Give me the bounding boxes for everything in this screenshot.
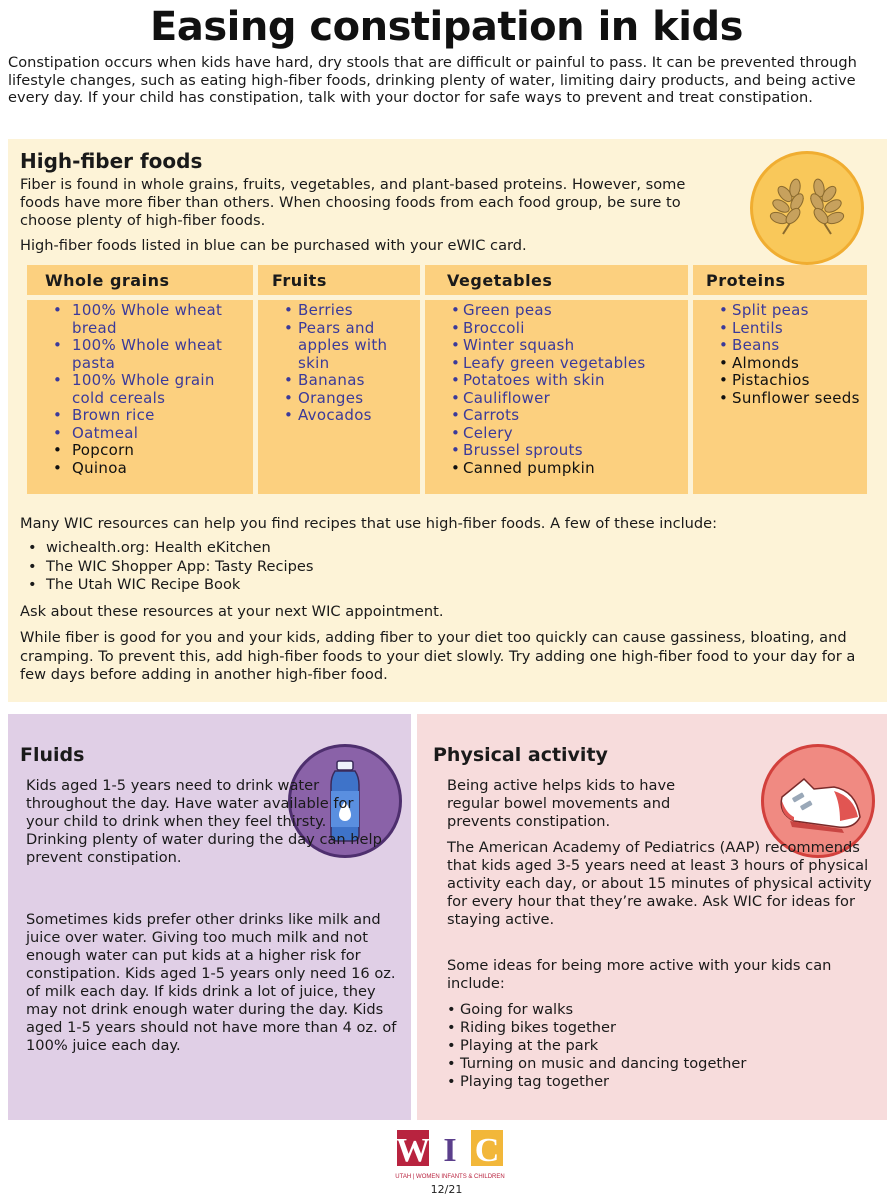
high-fiber-heading: High-fiber foods: [20, 149, 203, 173]
food-group-header: Proteins: [693, 265, 867, 295]
svg-text:I: I: [443, 1132, 457, 1169]
list-item: • Lentils: [693, 320, 863, 338]
list-item: • Green peas: [425, 302, 684, 320]
list-item: • Brussel sprouts: [425, 442, 684, 460]
food-group-vegetables: [425, 265, 688, 494]
resource-item: • wichealth.org: Health eKitchen: [20, 539, 313, 558]
list-item: • Beans: [693, 337, 863, 355]
list-item: • Oranges: [258, 390, 416, 408]
fluids-heading: Fluids: [20, 744, 85, 766]
list-item: • Split peas: [693, 302, 863, 320]
fluids-paragraph-2: Sometimes kids prefer other drinks like milk and juice over water. Giving too much milk and not enough water can put kids at a higher risk for constipation. Kids aged 1-5 years only need 16 oz. of milk each day. If kids drink a lot of juice, they may not drink enough water during the day. Kids aged 1-5 years should not have more than 4 oz. of 100% juice each day.: [26, 911, 397, 1054]
resources-ask-note: Ask about these resources at your next WIC appointment.: [20, 603, 444, 620]
utah-wic-logo: [393, 1128, 508, 1184]
activity-paragraph-1: Being active helps kids to have regular bowel movements and prevents constipation.: [447, 777, 676, 830]
list-item: • Brown rice: [27, 407, 249, 425]
list-item: • Broccoli: [425, 320, 684, 338]
list-item: • Almonds: [693, 355, 863, 373]
page-number: 12/21: [430, 1183, 463, 1196]
list-item: • Bananas: [258, 372, 416, 390]
activity-paragraph-3: Some ideas for being more active with your kids can include:: [447, 957, 832, 992]
list-item: • Sunflower seeds: [693, 390, 863, 408]
list-item: • Playing tag together: [447, 1073, 746, 1091]
list-item: • Going for walks: [447, 1001, 746, 1019]
list-item: • Cauliflower: [425, 390, 684, 408]
svg-text:W: W: [396, 1132, 430, 1169]
food-group-header: Vegetables: [425, 265, 688, 295]
resource-item: • The Utah WIC Recipe Book: [20, 576, 313, 595]
activity-paragraph-2: The American Academy of Pediatrics (AAP) recommends that kids aged 3-5 years need at least 3 hours of physical activity each day, or about 15 minutes of physical activity for every hour that they’re awake. Ask WIC for ideas for staying active.: [447, 839, 872, 928]
food-list: [27, 302, 249, 477]
list-item: • Canned pumpkin: [425, 460, 684, 478]
food-group-header: Whole grains: [27, 265, 253, 295]
list-item: • 100% Whole wheat pasta: [27, 337, 249, 372]
fiber-paragraph-1: Fiber is found in whole grains, fruits, vegetables, and plant-based proteins. However, some foods have more fiber than others. When choosing foods from each food group, be sure to choose plenty of high-fiber foods.: [20, 176, 686, 229]
list-item: • Quinoa: [27, 460, 249, 478]
physical-activity-heading: Physical activity: [433, 744, 608, 766]
list-item: • Carrots: [425, 407, 684, 425]
fiber-warning: While fiber is good for you and your kids, adding fiber to your diet too quickly can cause gassiness, bloating, and cramping. To prevent this, add high-fiber foods to your diet slowly. Try adding one high-fiber food to your day for a few days before adding in another high-fiber food.: [20, 629, 856, 683]
resource-item: • The WIC Shopper App: Tasty Recipes: [20, 558, 313, 577]
food-list: [258, 302, 416, 425]
svg-text:UTAH | WOMEN INFANTS & CHILDRE: UTAH | WOMEN INFANTS & CHILDREN: [395, 1174, 505, 1180]
wheat-icon: [750, 151, 864, 265]
resources-intro: Many WIC resources can help you find recipes that use high-fiber foods. A few of these include:: [20, 515, 718, 532]
intro-paragraph: Constipation occurs when kids have hard, dry stools that are difficult or painful to pass. It can be prevented through lifestyle changes, such as eating high-fiber foods, drinking plenty of water, limiting dairy products, and being active every day. If your child has constipation, talk with your doctor for safe ways to prevent and treat constipation.: [8, 54, 857, 106]
list-item: • 100% Whole wheat bread: [27, 302, 249, 337]
resource-list: [20, 539, 313, 595]
fluids-paragraph-1: Kids aged 1-5 years need to drink water throughout the day. Have water available for your child to drink when they feel thirsty. Drinking plenty of water during the day can help prevent constipation.: [26, 777, 382, 866]
list-item: • Popcorn: [27, 442, 249, 460]
food-group-whole-grains: [27, 265, 253, 494]
list-item: • Pears and apples with skin: [258, 320, 416, 373]
list-item: • Playing at the park: [447, 1037, 746, 1055]
list-item: • Leafy green vegetables: [425, 355, 684, 373]
food-group-fruits: [258, 265, 420, 494]
list-item: • Potatoes with skin: [425, 372, 684, 390]
list-item: • Winter squash: [425, 337, 684, 355]
list-item: • Berries: [258, 302, 416, 320]
page-title: Easing constipation in kids: [150, 4, 743, 50]
food-group-header: Fruits: [258, 265, 420, 295]
list-item: • Turning on music and dancing together: [447, 1055, 746, 1073]
list-item: • Oatmeal: [27, 425, 249, 443]
activity-ideas-list: [447, 1001, 746, 1091]
svg-text:C: C: [474, 1132, 500, 1169]
fluids-section: [8, 714, 411, 1120]
list-item: • 100% Whole grain cold cereals: [27, 372, 249, 407]
high-fiber-section: [8, 139, 887, 702]
list-item: • Pistachios: [693, 372, 863, 390]
food-group-proteins: [693, 265, 867, 494]
food-list: [425, 302, 684, 477]
ewic-note: High-fiber foods listed in blue can be purchased with your eWIC card.: [20, 237, 527, 254]
list-item: • Riding bikes together: [447, 1019, 746, 1037]
list-item: • Avocados: [258, 407, 416, 425]
food-list: [693, 302, 863, 407]
list-item: • Celery: [425, 425, 684, 443]
physical-activity-section: [417, 714, 887, 1120]
